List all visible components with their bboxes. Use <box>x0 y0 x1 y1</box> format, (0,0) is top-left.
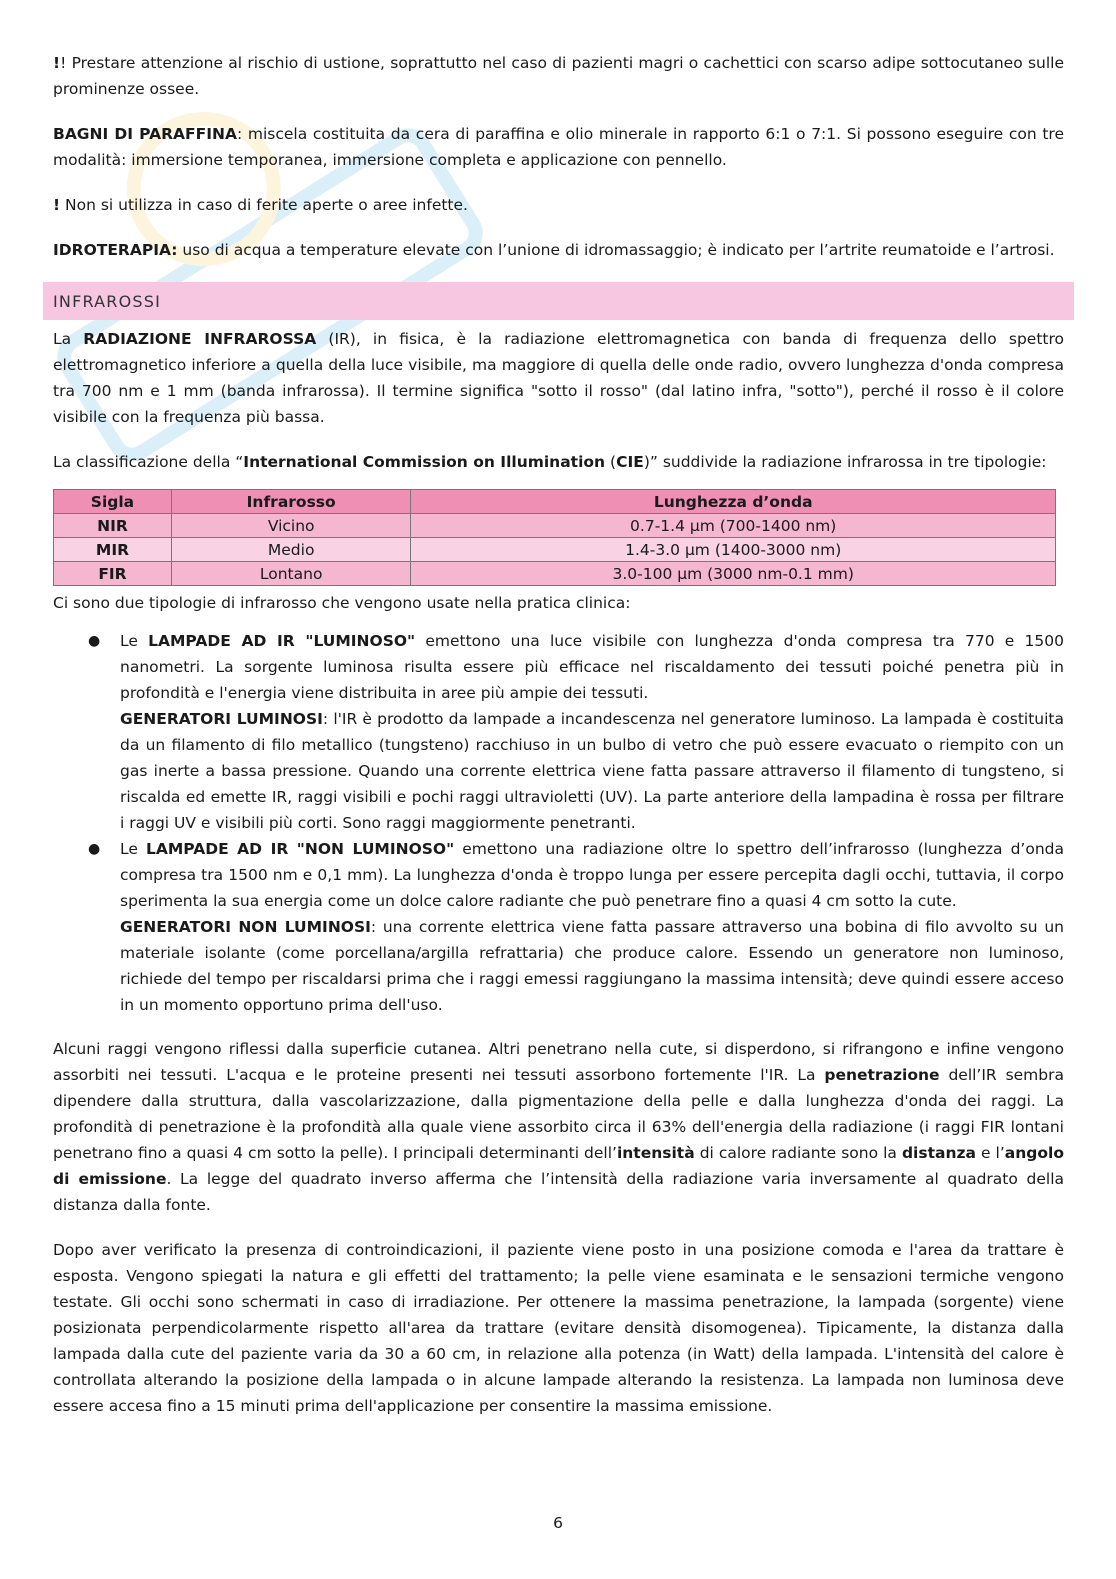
table-row <box>54 514 1056 538</box>
table-row <box>54 538 1056 562</box>
warning-wounds: ! Non si utilizza in caso di ferite aperte o aree infette. <box>53 196 468 214</box>
section-heading-infrarossi: INFRAROSSI <box>43 282 1074 320</box>
paragraph-paraffin: BAGNI DI PARAFFINA: miscela costituita da cera di paraffina e olio minerale in rapporto 6:1 o 7:1. Si possono eseguire con tre modalità: immersione temporanea, immersione completa e applicazione con pennello. <box>53 125 1064 169</box>
table-cell: Medio <box>171 538 410 562</box>
table-cell: FIR <box>54 562 172 586</box>
paragraph-procedure: Dopo aver verificato la presenza di controindicazioni, il paziente viene posto in una posizione comoda e l'area da trattare è esposta. Vengono spiegati la natura e gli effetti del trattamento; la pelle viene esaminata e le sensazioni termiche vengono testate. Gli occhi sono schermati in caso di irradiazione. Per ottenere la massima penetrazione, la lampada (sorgente) viene posizionata perpendicolarmente rispetto all'area da trattare (evitare densità disomogenea). Tipicamente, la distanza dalla lampada dalla cute del paziente varia da 30 a 60 cm, in relazione alla potenza (in Watt) della lampada. L'intensità del calore è controllata alterando la posizione della lampada o in alcune lampade alterando la resistenza. La lampada non luminosa deve essere accesa fino a 15 minuti prima dell'applicazione per consentire la massima emissione. <box>53 1241 1064 1415</box>
table-header-cell: Infrarosso <box>171 490 410 514</box>
table-row <box>54 562 1056 586</box>
table-cell: 1.4-3.0 µm (1400-3000 nm) <box>411 538 1056 562</box>
list-item: ● Le LAMPADE AD IR "NON LUMINOSO" emettono una radiazione oltre lo spettro dell’infrarosso (lunghezza d’onda compresa tra 1500 nm e 0,1 mm). La lunghezza d'onda è troppo lunga per essere percepita dagli occhi, tuttavia, il corpo sperimenta la sua energia come un dolce calore radiante che può penetrare fino a quasi 4 cm sotto la cute. GENERATORI NON LUMINOSI: una corrente elettrica viene fatta passare attraverso una bobina di filo avvolto su un materiale isolante (come porcellana/argilla refrattaria) che produce calore. Essendo un generatore non luminoso, richiede del tempo per riscaldarsi prima che i raggi emessi raggiungano la massima intensità; deve quindi essere acceso in un momento opportuno prima dell'uso. <box>53 836 1064 1018</box>
table-header-row <box>54 490 1056 514</box>
table-cell: 3.0-100 µm (3000 nm-0.1 mm) <box>411 562 1056 586</box>
lamp-types-list <box>53 628 1064 1018</box>
paragraph-hydrotherapy: IDROTERAPIA: uso di acqua a temperature elevate con l’unione di idromassaggio; è indicato per l’artrite reumatoide e l’artrosi. <box>53 241 1055 259</box>
cie-classification-table <box>53 489 1056 586</box>
table-header-cell: Sigla <box>54 490 172 514</box>
page-number: 6 <box>553 1514 563 1532</box>
list-item: ● Le LAMPADE AD IR "LUMINOSO" emettono una luce visibile con lunghezza d'onda compresa tra 770 e 1500 nanometri. La sorgente luminosa risulta essere più efficace nel riscaldamento dei tessuti poiché penetra più in profondità e l'energia viene distribuita in aree più ampie dei tessuti. GENERATORI LUMINOSI: l'IR è prodotto da lampade a incandescenza nel generatore luminoso. La lampada è costituita da un filamento di filo metallico (tungsteno) racchiuso in un bulbo di vetro che può essere evacuato o riempito con un gas inerte a bassa pressione. Quando una corrente elettrica viene fatta passare attraverso il filamento di tungsteno, si riscalda ed emette IR, raggi visibili e pochi raggi ultravioletti (UV). La parte anteriore della lampadina è rossa per filtrare i raggi UV e visibili più corti. Sono raggi maggiormente penetranti. <box>53 628 1064 836</box>
paragraph-penetration: Alcuni raggi vengono riflessi dalla superficie cutanea. Altri penetrano nella cute, si disperdono, si rifrangono e infine vengono assorbiti nei tessuti. L'acqua e le proteine presenti nei tessuti assorbono fortemente l'IR. La penetrazione dell’IR sembra dipendere dalla struttura, dalla vascolarizzazione, dalla pigmentazione della pelle e dalla lunghezza d'onda dei raggi. La profondità di penetrazione è la profondità alla quale viene assorbito circa il 63% dell'energia della radiazione (i raggi FIR lontani penetrano fino a quasi 4 cm sotto la pelle). I principali determinanti dell’intensità di calore radiante sono la distanza e l’angolo di emissione. La legge del quadrato inverso afferma che l’intensità della radiazione varia inversamente al quadrato della distanza dalla fonte. <box>53 1040 1064 1214</box>
table-cell: MIR <box>54 538 172 562</box>
bullet-icon: ● <box>88 633 101 649</box>
warning-mark: ! <box>53 54 61 72</box>
table-cell: NIR <box>54 514 172 538</box>
paragraph-types-intro: Ci sono due tipologie di infrarosso che vengono usate nella pratica clinica: <box>53 594 631 612</box>
table-cell: Vicino <box>171 514 410 538</box>
bullet-icon: ● <box>88 841 101 857</box>
paragraph-classification: La classificazione della “International Commission on Illumination (CIE)” suddivide la radiazione infrarossa in tre tipologie: <box>53 453 1047 471</box>
warning-burn: !! Prestare attenzione al rischio di ustione, soprattutto nel caso di pazienti magri o cachettici con scarso adipe sottocutaneo sulle prominenze ossee. <box>53 54 1064 98</box>
table-cell: 0.7-1.4 µm (700-1400 nm) <box>411 514 1056 538</box>
paragraph-intro: La RADIAZIONE INFRAROSSA (IR), in fisica, è la radiazione elettromagnetica con banda di frequenza dello spettro elettromagnetico inferiore a quella della luce visibile, ma maggiore di quella delle onde radio, ovvero lunghezza d'onda compresa tra 700 nm e 1 mm (banda infrarossa). Il termine significa "sotto il rosso" (dal latino infra, "sotto"), perché il rosso è il colore visibile con la frequenza più bassa. <box>53 330 1064 426</box>
page-content <box>53 50 1064 1419</box>
table-header-cell: Lunghezza d’onda <box>411 490 1056 514</box>
table-cell: Lontano <box>171 562 410 586</box>
